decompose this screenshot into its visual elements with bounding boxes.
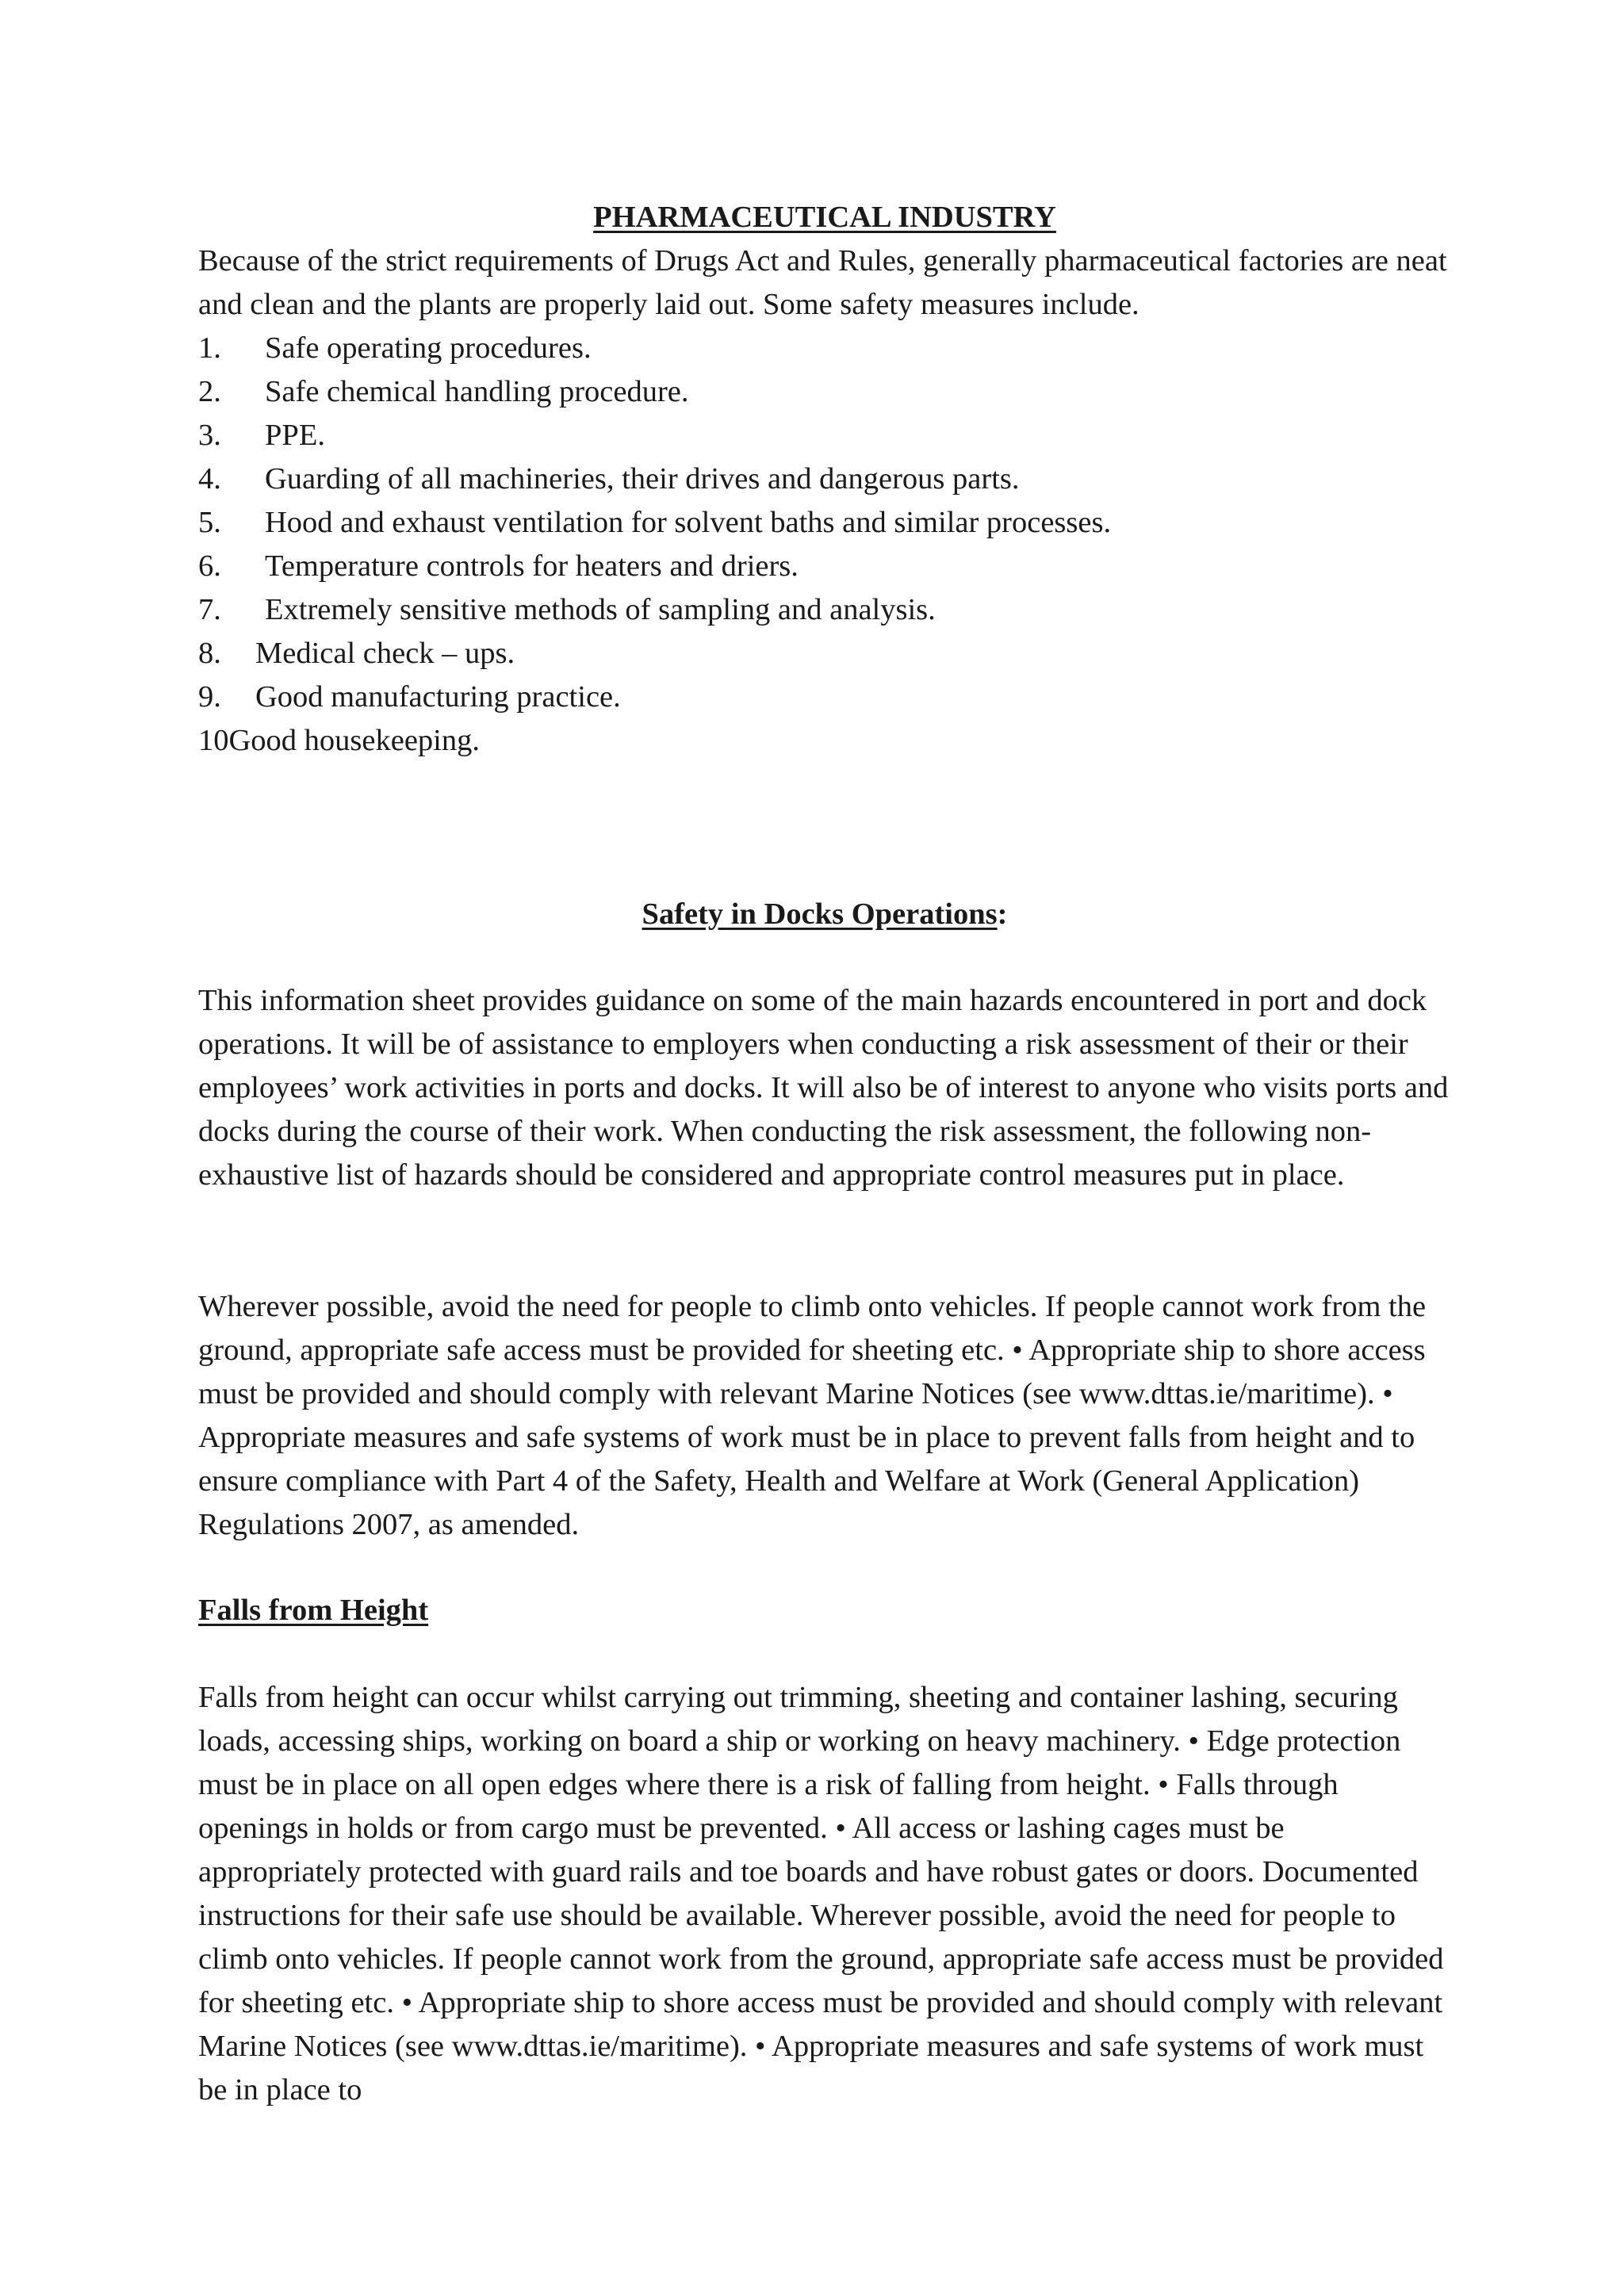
list-item: [198, 719, 1451, 763]
list-item-text: Good manufacturing practice.: [255, 680, 621, 714]
list-item-text: Safe chemical handling procedure.: [265, 375, 689, 408]
list-item-text: Medical check – ups.: [255, 637, 515, 670]
list-item: [198, 632, 1451, 675]
docks-title: Safety in Docks Operations: [642, 897, 998, 931]
list-item-text: Extremely sensitive methods of sampling and analysis.: [265, 593, 936, 626]
list-item-number: 1.: [198, 331, 221, 365]
list-item-number: 4.: [198, 462, 221, 496]
list-item-text: PPE.: [265, 419, 325, 452]
falls-title: Falls from Height: [198, 1594, 429, 1627]
list-item-text: Good housekeeping.: [228, 724, 480, 757]
list-item: [198, 370, 1451, 414]
list-item-number: 5.: [198, 506, 221, 539]
list-item: [198, 588, 1451, 632]
docks-title-colon: :: [997, 897, 1008, 931]
list-item-number: 2.: [198, 375, 221, 408]
docks-title-line: [198, 893, 1451, 936]
list-item-number: 7.: [198, 593, 221, 626]
list-item: [198, 675, 1451, 719]
list-item-number: 8.: [198, 637, 221, 670]
list-item-text: Guarding of all machineries, their drives and dangerous parts.: [265, 462, 1020, 496]
list-item-number: 6.: [198, 549, 221, 583]
list-item-text: Safe operating procedures.: [265, 331, 592, 365]
list-item: [198, 545, 1451, 588]
list-item-number: 9.: [198, 680, 221, 714]
list-item: [198, 414, 1451, 457]
falls-paragraph: Falls from height can occur whilst carrying out trimming, sheeting and container lashing, securing loads, accessing ships, working on board a ship or working on heavy machinery. • Edge protection must be in place on all open edges where there is a risk of falling from height. • Falls through openings in holds or from cargo must be prevented. • All access or lashing cages must be appropriately protected with guard rails and toe boards and have robust gates or doors. Documented instructions for their safe use should be available. Wherever possible, avoid the need for people to climb onto vehicles. If people cannot work from the ground, appropriate safe access must be provided for sheeting etc. • Appropriate ship to shore access must be provided and should comply with relevant Marine Notices (see www.dttas.ie/maritime). • Appropriate measures and safe systems of work must be in place to: [198, 1681, 1444, 2107]
list-item: [198, 501, 1451, 545]
list-item-text: Temperature controls for heaters and driers.: [265, 549, 799, 583]
pharma-section: [198, 196, 1451, 763]
docks-paragraph-1: This information sheet provides guidance on some of the main hazards encountered in port and dock operations. It will be of assistance to employers when conducting a risk assessment of their or their employees’ work activities in ports and docks. It will also be of interest to anyone who visits ports and docks during the course of their work. When conducting the risk assessment, the following non-exhaustive list of hazards should be considered and appropriate control measures put in place.: [198, 984, 1449, 1192]
list-item-text: Hood and exhaust ventilation for solvent baths and similar processes.: [265, 506, 1112, 539]
list-item-number: 10: [198, 724, 229, 757]
list-item-number: 3.: [198, 419, 221, 452]
pharma-intro: Because of the strict requirements of Drugs Act and Rules, generally pharmaceutical factories are neat and clean and the plants are properly laid out. Some safety measures include.: [198, 244, 1447, 321]
docks-paragraph-2: Wherever possible, avoid the need for people to climb onto vehicles. If people cannot work from the ground, appropriate safe access must be provided for sheeting etc. • Appropriate ship to shore access must be provided and should comply with relevant Marine Notices (see www.dttas.ie/maritime). • Appropriate measures and safe systems of work must be in place to prevent falls from height and to ensure compliance with Part 4 of the Safety, Health and Welfare at Work (General Application) Regulations 2007, as amended.: [198, 1290, 1427, 1541]
list-item: [198, 457, 1451, 501]
pharma-title: PHARMACEUTICAL INDUSTRY: [593, 201, 1056, 234]
list-item: [198, 327, 1451, 370]
